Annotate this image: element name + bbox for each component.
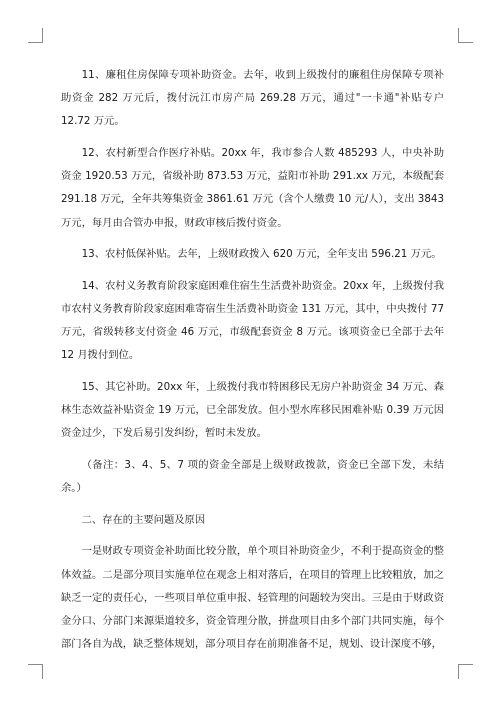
crop-mark-top-right (458, 28, 473, 43)
crop-mark-bottom-left (28, 664, 43, 679)
paragraph-housing-subsidy: 11、廉租住房保障专项补助资金。去年，收到上级拨付的廉租住房保障专项补助资金 282 万元后，拨付沅江市房产局 269.28 万元，通过"一卡通"补贴专户 12.72 万元。 (61, 69, 444, 128)
crop-mark-top-left (28, 28, 43, 43)
section-heading-problems: 二、存在的主要问题及原因 (81, 513, 206, 526)
document-body (61, 64, 444, 665)
paragraph-problems-analysis: 一是财政专项资金补助面比较分散，单个项目补助资金少，不利于提高资金的整体效益。二是部分项目实施单位在观念上相对落后，在项目的管理上比较粗放，加之缺乏一定的责任心，一些项目单位重申报、轻管理的问题较为突出。三是由于财政资金分口、分部门来源渠道较多，资金管理分散，拼盘项目由多个部门共同实施，每个部门各自为战，缺乏整体规划，部分项目存在前期准备不足，规划、设计深度不够， (61, 545, 444, 651)
paragraph-remark: （备注：3、4、5、7 项的资金全部是上级财政拨款，资金已全部下发，未结余。） (61, 459, 444, 495)
crop-mark-bottom-right (458, 664, 473, 679)
paragraph-rural-minimum-living-subsidy: 13、农村低保补贴。去年，上级财政拨入 620 万元，全年支出 596.21 万元。 (81, 248, 442, 261)
paragraph-other-subsidies: 15、其它补助。20xx 年，上级拨付我市特困移民无房户补助资金 34 万元、森林生态效益补贴资金 19 万元，已全部发放。但小型水库移民困难补贴 0.39 万元因资金过少，下发后易引发纠纷，暂时未发放。 (61, 381, 444, 440)
paragraph-boarding-student-subsidy: 14、农村义务教育阶段家庭困难住宿生生活费补助资金。20xx 年，上级拨付我市农村义务教育阶段家庭困难寄宿生生活费补助资金 131 万元，其中，中央拨付 77 万元，省级转移支付资金 46 万元，市级配套资金 8 万元。该项资金已全部于去年 12 月拨付到位。 (61, 279, 444, 362)
paragraph-rural-medical-subsidy: 12、农村新型合作医疗补贴。20xx 年，我市参合人数 485293 人，中央补助资金 1920.53 万元，省级补助 873.53 万元，益阳市补助 291.xx 万元，本级配套 291.18 万元，全年共筹集资金 3861.61 万元（含个人缴费 10 元/人），支出 3843 万元，每月由合管办申报，财政审核后拨付资金。 (61, 147, 444, 229)
